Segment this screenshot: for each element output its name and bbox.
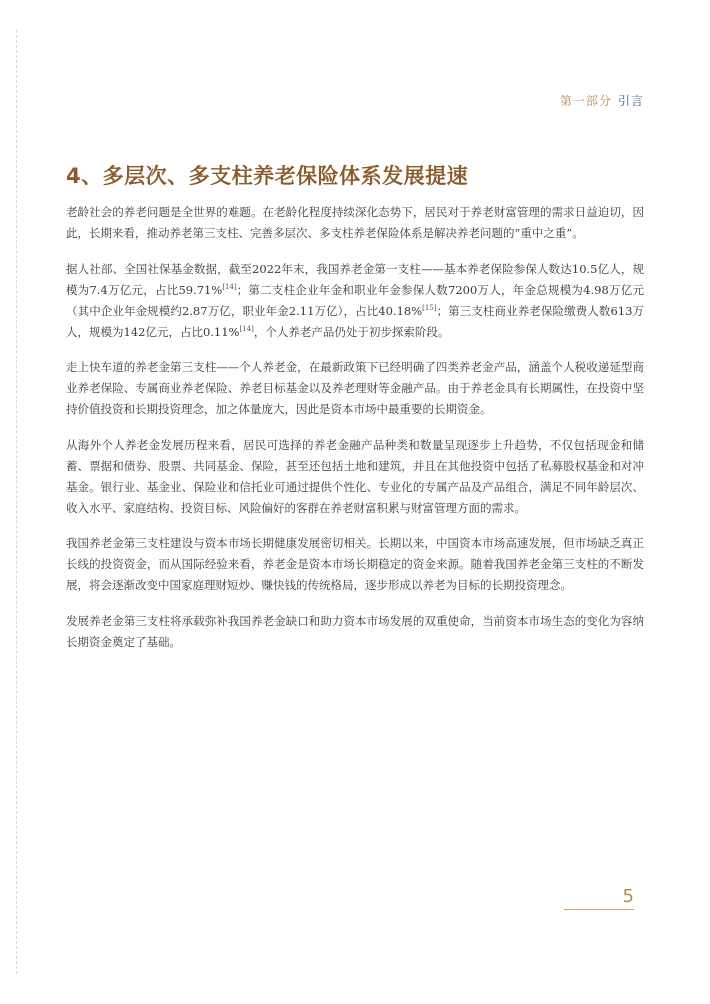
page-number-rule [564,909,634,910]
section-title: 4、多层次、多支柱养老保险体系发展提速 [66,164,469,188]
paragraph-text: 老龄社会的养老问题是全世界的难题。在老龄化程度持续深化态势下，居民对于养老财富管理的需求日益迫切，因此，长期来看，推动养老第三支柱、完善多层次、多支柱养老保险体系是解决养老问题的“重中之重”。 [66,205,644,240]
header-section: 引言 [617,94,644,108]
citation-marker: [15] [422,303,437,312]
paragraph-text: ；第三支柱商业养老保险缴费人数613万人，规模为142亿元，占比0.11% [66,303,645,339]
header-part: 第一部分 [559,94,612,108]
paragraph [66,435,644,519]
running-header [560,92,644,109]
paragraph [66,357,644,420]
paragraph [66,202,644,244]
paragraph-text: 从海外个人养老金发展历程来看，居民可选择的养老金融产品种类和数量呈现逐步上升趋势，不仅包括现金和储蓄、票据和债券、股票、共同基金、保险，甚至还包括土地和建筑，并且在其他投资中包括了私募股权基金和对冲基金。银行业、基金业、保险业和信托业可通过提供个性化、专业化的专属产品及产品组合，满足不同年龄层次、收入水平、家庭结构、投资目标、风险偏好的客群在养老财富积累与财富管理方面的需求。 [66,437,644,515]
paragraph-text: ；第二支柱企业年金和职业年金参保人数7200万人，年金总规模为4.98万亿元（其中企业年金规模约2.87万亿，职业年金2.11万亿），占比40.18% [66,282,645,318]
paragraph-text: 发展养老金第三支柱将承载弥补我国养老金缺口和助力资本市场发展的双重使命，当前资本市场生态的变化为容纳长期资金奠定了基础。 [66,613,644,649]
citation-marker: [14] [239,324,254,333]
body-text [66,202,644,667]
paragraph-text: ，个人养老产品仍处于初步探索阶段。 [253,324,450,339]
paragraph-text: 走上快车道的养老金第三支柱——个人养老金，在最新政策下已经明确了四类养老金产品，涵盖个人税收递延型商业养老保险、专属商业养老保险、养老目标基金以及养老理财等金融产品。由于养老金具有长期属性，在投资中坚持价值投资和长期投资理念，加之体量庞大，因此是资本市场中最重要的长期资金。 [66,360,644,416]
citation-marker: [14] [222,282,237,291]
page-number: 5 [622,886,634,907]
paragraph [66,533,644,596]
paragraph-text: 我国养老金第三支柱建设与资本市场长期健康发展密切相关。长期以来，中国资本市场高速发展，但市场缺乏真正长线的投资资金，而从国际经验来看，养老金是资本市场长期稳定的资金来源。随着我国养老金第三支柱的不断发展，将会逐渐改变中国家庭理财短炒、赚快钱的传统格局，逐步形成以养老为目标的长期投资理念。 [66,536,644,592]
paragraph [66,259,644,343]
left-margin-rule [16,30,17,974]
paragraph-text: 据人社部、全国社保基金数据，截至2022年末，我国养老金第一支柱——基本养老保险参保人数达10.5亿人，规模为7.4万亿元，占比59.71% [66,261,644,297]
paragraph [66,611,644,653]
